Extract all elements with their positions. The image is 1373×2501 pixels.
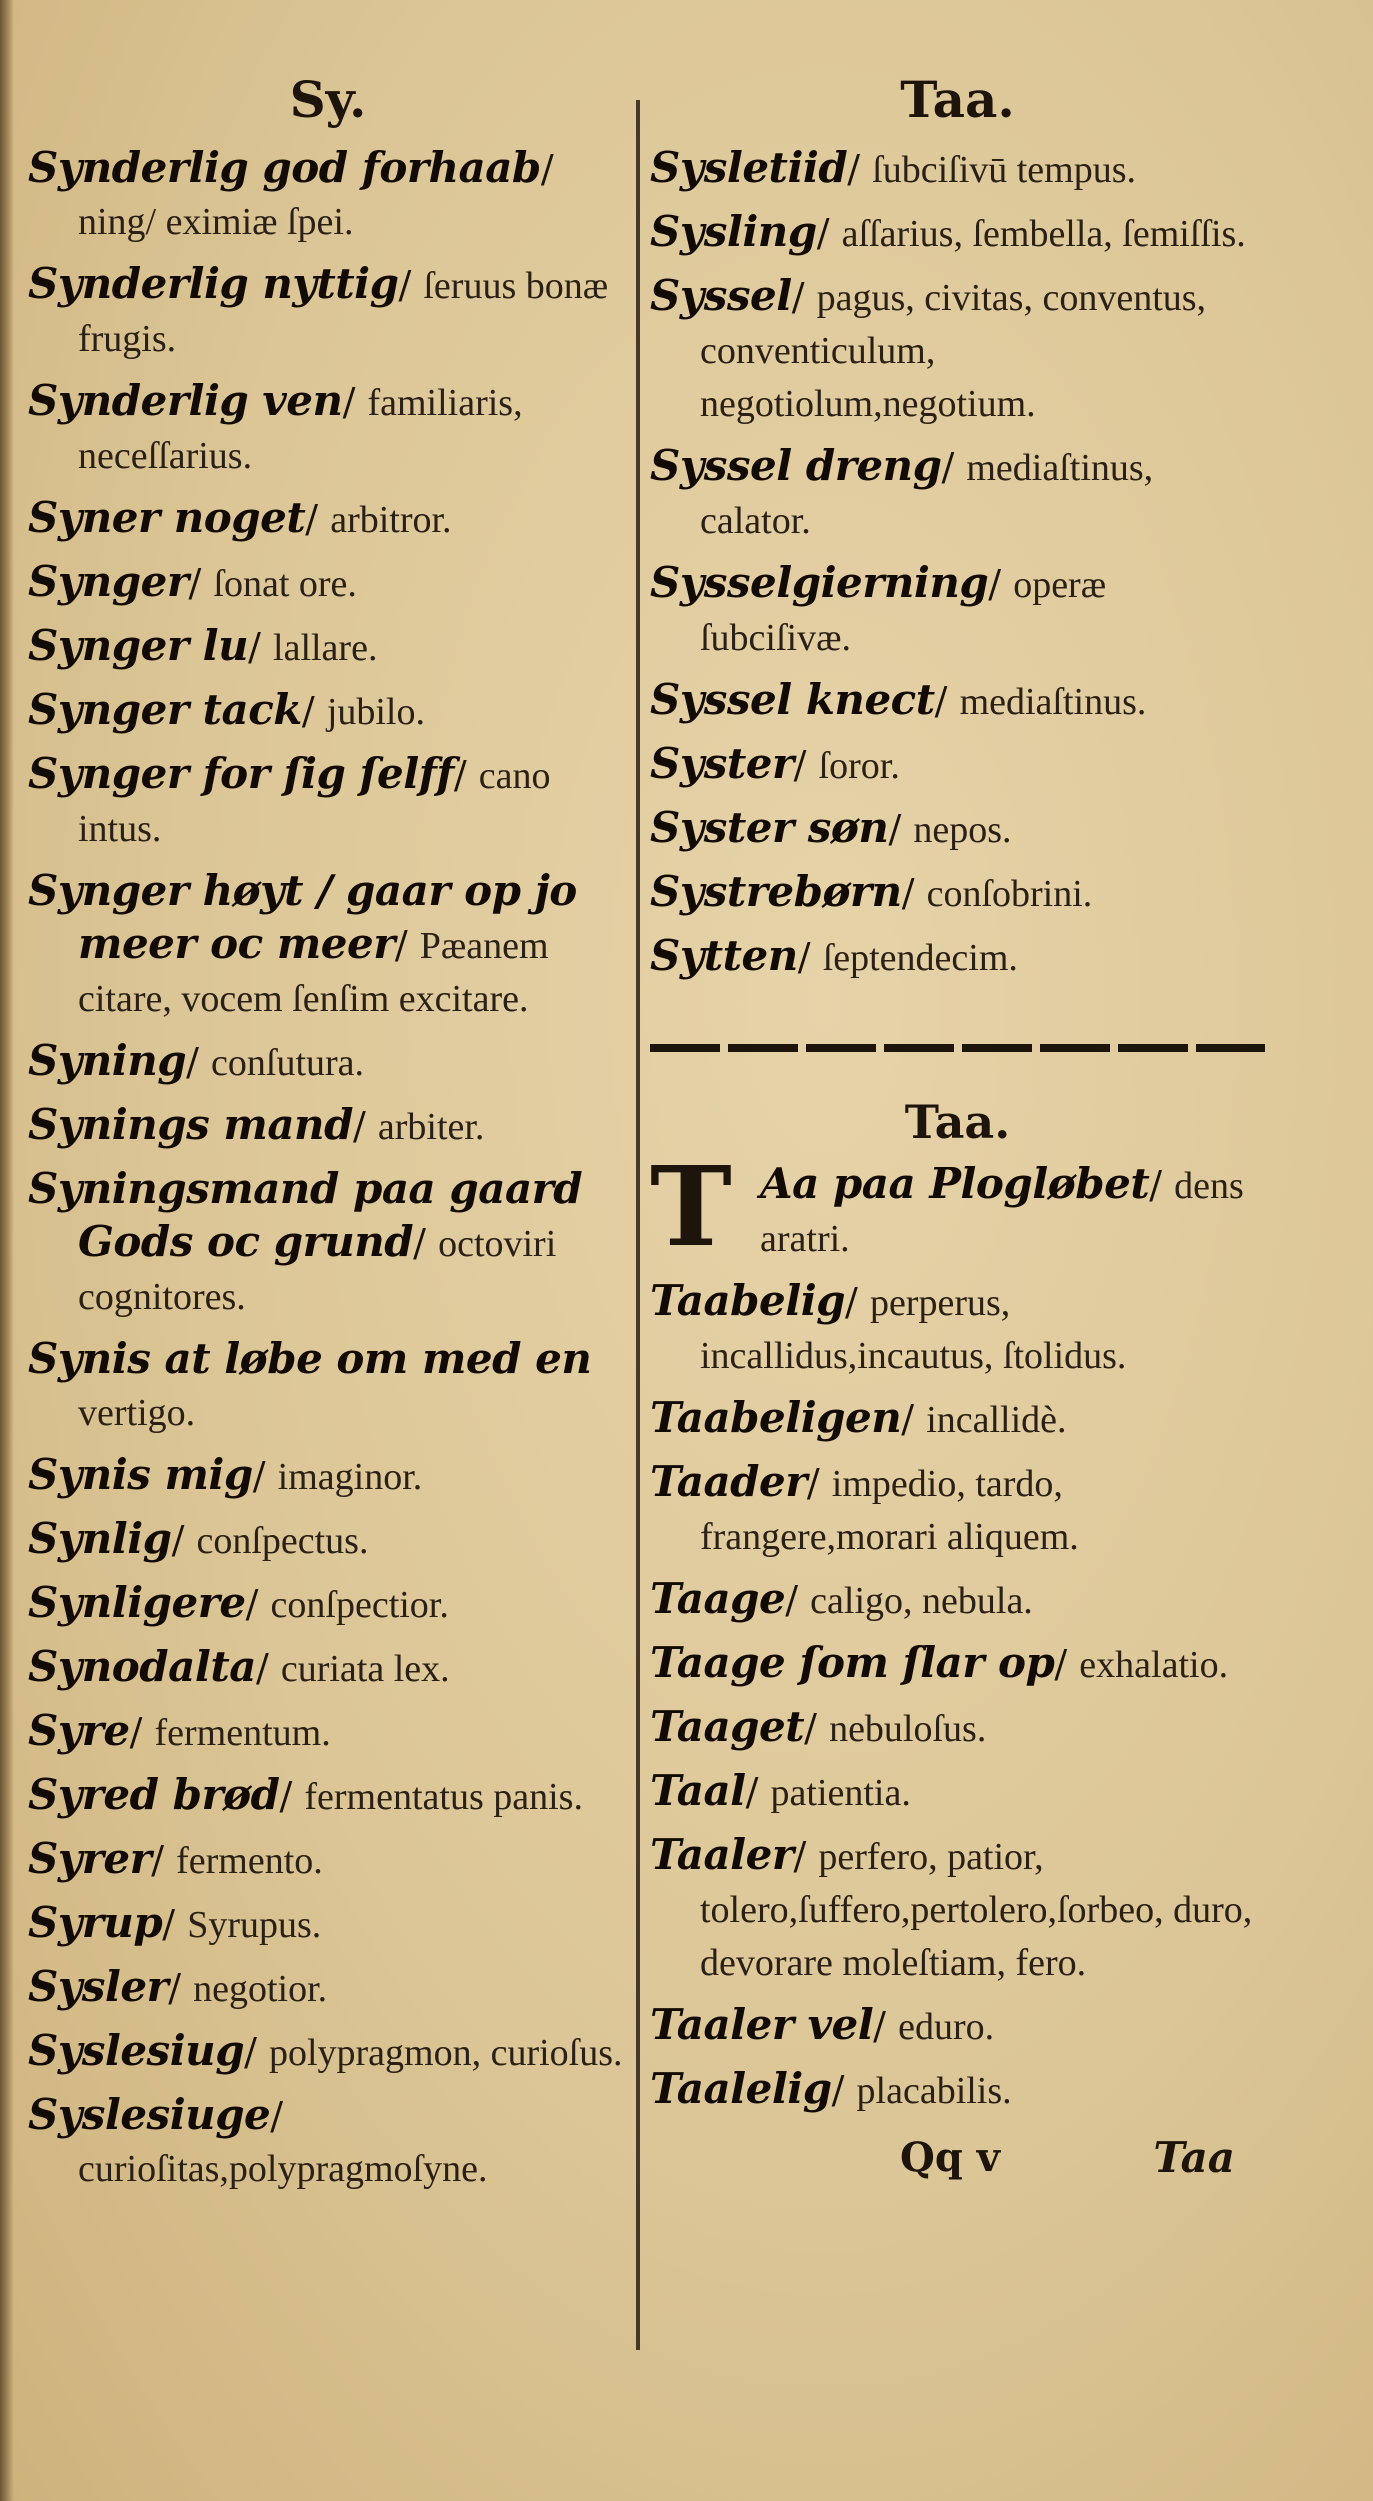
separator: /	[453, 753, 467, 797]
headword: Systrebørn	[650, 867, 902, 916]
dictionary-entry	[650, 1392, 1265, 1446]
right-entries-taa	[650, 1275, 1265, 2117]
running-head-right: Taa.	[900, 70, 1015, 129]
definition: conſpectior.	[270, 1584, 449, 1626]
dictionary-entry	[28, 375, 628, 482]
separator: /	[888, 807, 902, 851]
definition: dens aratri.	[760, 1165, 1244, 1260]
headword: Synis at løbe om med en	[28, 1334, 592, 1383]
separator: /	[797, 935, 811, 979]
separator: /	[244, 2030, 257, 2074]
headword: Syssel dreng	[650, 441, 942, 490]
definition: mediaſtinus.	[959, 681, 1147, 723]
dictionary-entry	[28, 1641, 628, 1695]
separator: /	[168, 1966, 181, 2010]
dictionary-entry	[28, 1577, 628, 1631]
page-footer	[650, 2127, 1265, 2187]
headword: Synligere	[28, 1578, 246, 1627]
headword: Syssel knect	[650, 675, 935, 724]
headword: Synger for ſig ſelff	[28, 749, 454, 798]
headword: Taage	[650, 1574, 786, 1623]
headword: Sysling	[650, 207, 817, 256]
definition: conſutura.	[211, 1042, 365, 1084]
separator: /	[171, 1518, 185, 1562]
separator: /	[162, 1902, 176, 1946]
definition: conſpectus.	[196, 1520, 369, 1562]
headword: Sysler	[28, 1962, 169, 2011]
dictionary-entry	[28, 1099, 628, 1153]
headword: Syster søn	[650, 803, 889, 852]
dictionary-entry	[28, 1961, 628, 2015]
definition: ſonat ore.	[213, 563, 357, 605]
headword: Taal	[650, 1766, 746, 1815]
dictionary-entry	[28, 865, 628, 1025]
headword: Taaler	[650, 1830, 794, 1879]
definition: eduro.	[898, 2006, 995, 2048]
separator: /	[305, 497, 319, 541]
headword: Taaler vel	[650, 2000, 874, 2049]
headword: Synderlig god forhaab	[28, 143, 541, 192]
dictionary-entry	[28, 1897, 628, 1951]
dictionary-entry	[28, 2089, 628, 2195]
definition: negotior.	[193, 1968, 328, 2010]
left-column	[28, 60, 628, 2205]
definition: operæ ſubciſivæ.	[700, 564, 1107, 659]
dictionary-entry	[650, 2063, 1265, 2117]
definition: perfero, patior, tolero,ſuffero,pertolero,ſorbeo, duro, devorare moleſtiam, fero.	[700, 1836, 1253, 1984]
definition: patientia.	[770, 1772, 911, 1814]
definition: perperus, incallidus,incautus, ſtolidus.	[700, 1282, 1127, 1377]
headword: Aa paa Plogløbet	[760, 1159, 1150, 1208]
headword: Taabeligen	[650, 1393, 902, 1442]
separator: /	[785, 1578, 799, 1622]
dictionary-entry	[650, 738, 1265, 792]
definition: ſeruus bonæ frugis.	[78, 265, 609, 360]
dictionary-entry	[650, 1765, 1265, 1819]
definition: nebuloſus.	[829, 1708, 987, 1750]
dictionary-entry	[28, 1035, 628, 1089]
dictionary-entry	[28, 2025, 628, 2079]
definition: incallidè.	[926, 1399, 1067, 1441]
headword: Taage ſom ſlar op	[650, 1638, 1055, 1687]
headword: Synger lu	[28, 621, 249, 670]
separator: /	[270, 2094, 284, 2138]
running-head-left: Sy.	[289, 70, 367, 129]
separator: /	[847, 147, 861, 191]
dictionary-entry	[28, 1163, 628, 1323]
first-entry	[650, 1142, 1265, 1271]
headword: Syslesiuge	[28, 2090, 271, 2139]
separator: /	[342, 380, 356, 424]
section-rule	[650, 1044, 1265, 1052]
definition: curiata lex.	[280, 1648, 450, 1690]
headword: Synger	[28, 557, 189, 606]
headword: Taalelig	[650, 2064, 832, 2113]
binding-edge	[0, 0, 14, 2501]
separator: /	[745, 1770, 759, 1814]
separator: /	[791, 275, 805, 319]
headword: Syrer	[28, 1834, 152, 1883]
dictionary-entry	[28, 1513, 628, 1567]
dictionary-entry	[28, 258, 628, 365]
headword: Taaget	[650, 1702, 805, 1751]
left-entries	[28, 142, 628, 2195]
dictionary-entry	[650, 866, 1265, 920]
dictionary-entry	[650, 674, 1265, 728]
definition: impedio, tardo, frangere,morari aliquem.	[700, 1463, 1079, 1558]
headword: Sysletiid	[650, 143, 848, 192]
separator: /	[934, 679, 948, 723]
dictionary-entry	[650, 1573, 1265, 1627]
definition: ſubciſivū tempus.	[872, 149, 1137, 191]
column-divider	[636, 100, 640, 2350]
separator: /	[245, 1582, 259, 1626]
dictionary-entry	[650, 440, 1265, 547]
dictionary-entry	[650, 1999, 1265, 2053]
headword: Syslesiug	[28, 2026, 245, 2075]
separator: /	[1149, 1163, 1163, 1207]
definition: vertigo.	[78, 1392, 196, 1434]
separator: /	[352, 1104, 366, 1148]
definition: Pæanem citare, vocem ſenſim excitare.	[78, 925, 549, 1020]
separator: /	[301, 689, 315, 733]
dictionary-entry	[650, 270, 1265, 430]
dictionary-entry	[28, 1449, 628, 1503]
definition: curioſitas,polypragmoſyne.	[78, 2148, 488, 2190]
separator: /	[279, 1774, 293, 1818]
headword: Synlig	[28, 1514, 172, 1563]
dictionary-entry	[28, 142, 628, 248]
dictionary-entry	[28, 620, 628, 674]
signature-mark: Qq v	[900, 2133, 1000, 2181]
dictionary-entry	[650, 1701, 1265, 1755]
definition: ſoror.	[818, 745, 900, 787]
definition: fermentatus panis.	[304, 1776, 583, 1818]
headword: Sysselgierning	[650, 558, 989, 607]
dictionary-entry	[28, 1833, 628, 1887]
dictionary-entry	[28, 492, 628, 546]
definition: familiaris, neceſſarius.	[78, 382, 523, 477]
definition: conſobrini.	[926, 873, 1093, 915]
definition: nepos.	[913, 809, 1012, 851]
definition: pagus, civitas, conventus, conventiculum, negotiolum,negotium.	[700, 277, 1207, 425]
dictionary-entry	[650, 1637, 1265, 1691]
definition: arbiter.	[377, 1106, 485, 1148]
definition: lallare.	[273, 627, 378, 669]
separator: /	[831, 2068, 845, 2112]
separator: /	[540, 147, 554, 191]
headword: Synis mig	[28, 1450, 253, 1499]
definition: octoviri cognitores.	[78, 1223, 557, 1318]
separator: /	[186, 1040, 199, 1084]
definition: mediaſtinus, calator.	[700, 447, 1154, 542]
dictionary-entry	[650, 1829, 1265, 1989]
separator: /	[248, 625, 261, 669]
separator: /	[941, 445, 955, 489]
headword: Synderlig ven	[28, 376, 343, 425]
separator: /	[413, 1221, 426, 1265]
dictionary-entry	[650, 557, 1265, 664]
separator: /	[252, 1454, 266, 1498]
drop-initial: T	[650, 1142, 732, 1271]
headword: Sytten	[650, 931, 798, 980]
headword: Taader	[650, 1457, 807, 1506]
definition: arbitror.	[330, 499, 452, 541]
separator: /	[988, 562, 1002, 606]
separator: /	[151, 1838, 165, 1882]
catchword: Taa	[1153, 2132, 1235, 2182]
dictionary-entry	[28, 1769, 628, 1823]
headword: Synger høyt / gaar op jo meer oc meer	[28, 866, 577, 968]
dictionary-entry	[28, 1705, 628, 1759]
headword: Syssel	[650, 271, 792, 320]
definition: fermento.	[176, 1840, 323, 1882]
separator: /	[873, 2004, 886, 2048]
separator: /	[806, 1461, 820, 1505]
right-column	[650, 60, 1265, 2187]
headword: Syster	[650, 739, 794, 788]
definition: ning/ eximiæ ſpei.	[78, 201, 354, 243]
section-heading: Taa.	[904, 1095, 1011, 1149]
headword: Synings mand	[28, 1100, 353, 1149]
headword: Synodalta	[28, 1642, 256, 1691]
definition: placabilis.	[856, 2070, 1012, 2112]
right-entries	[650, 142, 1265, 984]
headword: Synger tack	[28, 685, 302, 734]
definition: jubilo.	[326, 691, 425, 733]
separator: /	[129, 1710, 143, 1754]
dictionary-entry	[28, 684, 628, 738]
separator: /	[901, 1397, 915, 1441]
separator: /	[394, 923, 408, 967]
definition: imaginor.	[277, 1456, 423, 1498]
headword: Syre	[28, 1706, 130, 1755]
headword: Syningsmand paa gaard Gods oc grund	[28, 1164, 583, 1266]
separator: /	[188, 561, 202, 605]
dictionary-entry	[650, 930, 1265, 984]
headword: Syrup	[28, 1898, 163, 1947]
dictionary-entry	[28, 748, 628, 855]
dictionary-entry	[650, 802, 1265, 856]
definition: polypragmon, curioſus.	[268, 2032, 623, 2074]
separator: /	[793, 1834, 807, 1878]
dictionary-entry	[650, 1456, 1265, 1563]
separator: /	[804, 1706, 817, 1750]
separator: /	[398, 263, 412, 307]
dictionary-entry	[28, 1333, 628, 1439]
definition: aſſarius, ſembella, ſemiſſis.	[841, 213, 1246, 255]
dictionary-entry	[28, 556, 628, 610]
separator: /	[793, 743, 807, 787]
separator: /	[901, 871, 915, 915]
definition: ſeptendecim.	[822, 937, 1018, 979]
definition: cano intus.	[78, 755, 551, 850]
headword: Taabelig	[650, 1276, 846, 1325]
definition: fermentum.	[154, 1712, 331, 1754]
dictionary-entry	[650, 142, 1265, 196]
headword: Syner noget	[28, 493, 306, 542]
definition: Syrupus.	[187, 1904, 322, 1946]
dictionary-entry	[650, 1275, 1265, 1382]
headword: Synderlig nyttig	[28, 259, 399, 308]
definition: exhalatio.	[1079, 1644, 1229, 1686]
headword: Syning	[28, 1036, 187, 1085]
definition: caligo, nebula.	[810, 1580, 1033, 1622]
separator: /	[845, 1280, 858, 1324]
dictionary-entry	[650, 206, 1265, 260]
separator: /	[1054, 1642, 1068, 1686]
headword: Syred brød	[28, 1770, 280, 1819]
separator: /	[255, 1646, 269, 1690]
separator: /	[816, 211, 830, 255]
